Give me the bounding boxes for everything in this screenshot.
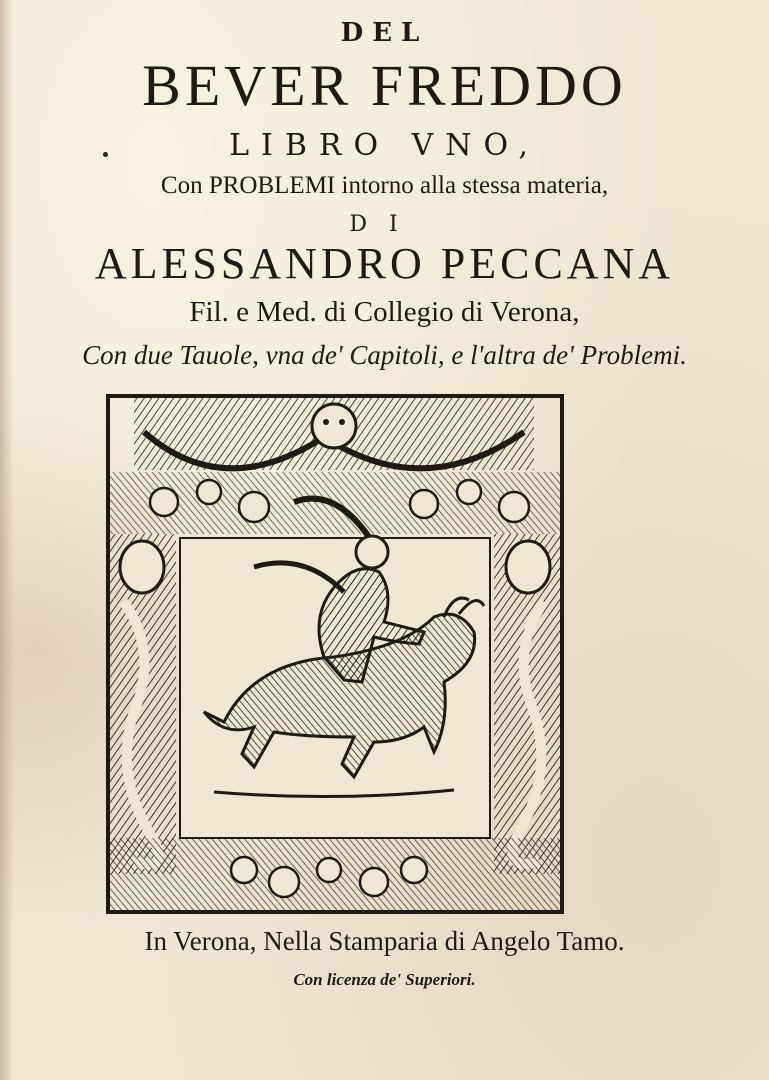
ink-speck — [103, 152, 108, 157]
author-name: ALESSANDRO PECCANA — [94, 239, 675, 288]
title-by: DI — [349, 212, 420, 237]
imprint: In Verona, Nella Stamparia di Angelo Tamo. — [144, 926, 625, 956]
title-main: BEVER FREDDO — [142, 53, 627, 118]
woodcut-illustration — [104, 392, 566, 916]
mask-ornament — [312, 404, 356, 448]
author-affiliation: Fil. e Med. di Collegio di Verona, — [189, 296, 580, 328]
tables-note: Con due Tauole, vna de' Capitoli, e l'altra de' Problemi. — [82, 340, 687, 370]
title-line-del: DEL — [340, 18, 429, 48]
license-note: Con licenza de' Superiori. — [293, 970, 476, 989]
title-problemi-line: Con PROBLEMI intorno alla stessa materia, — [160, 172, 609, 199]
title-subtitle: LIBRO VNO, — [229, 128, 540, 163]
